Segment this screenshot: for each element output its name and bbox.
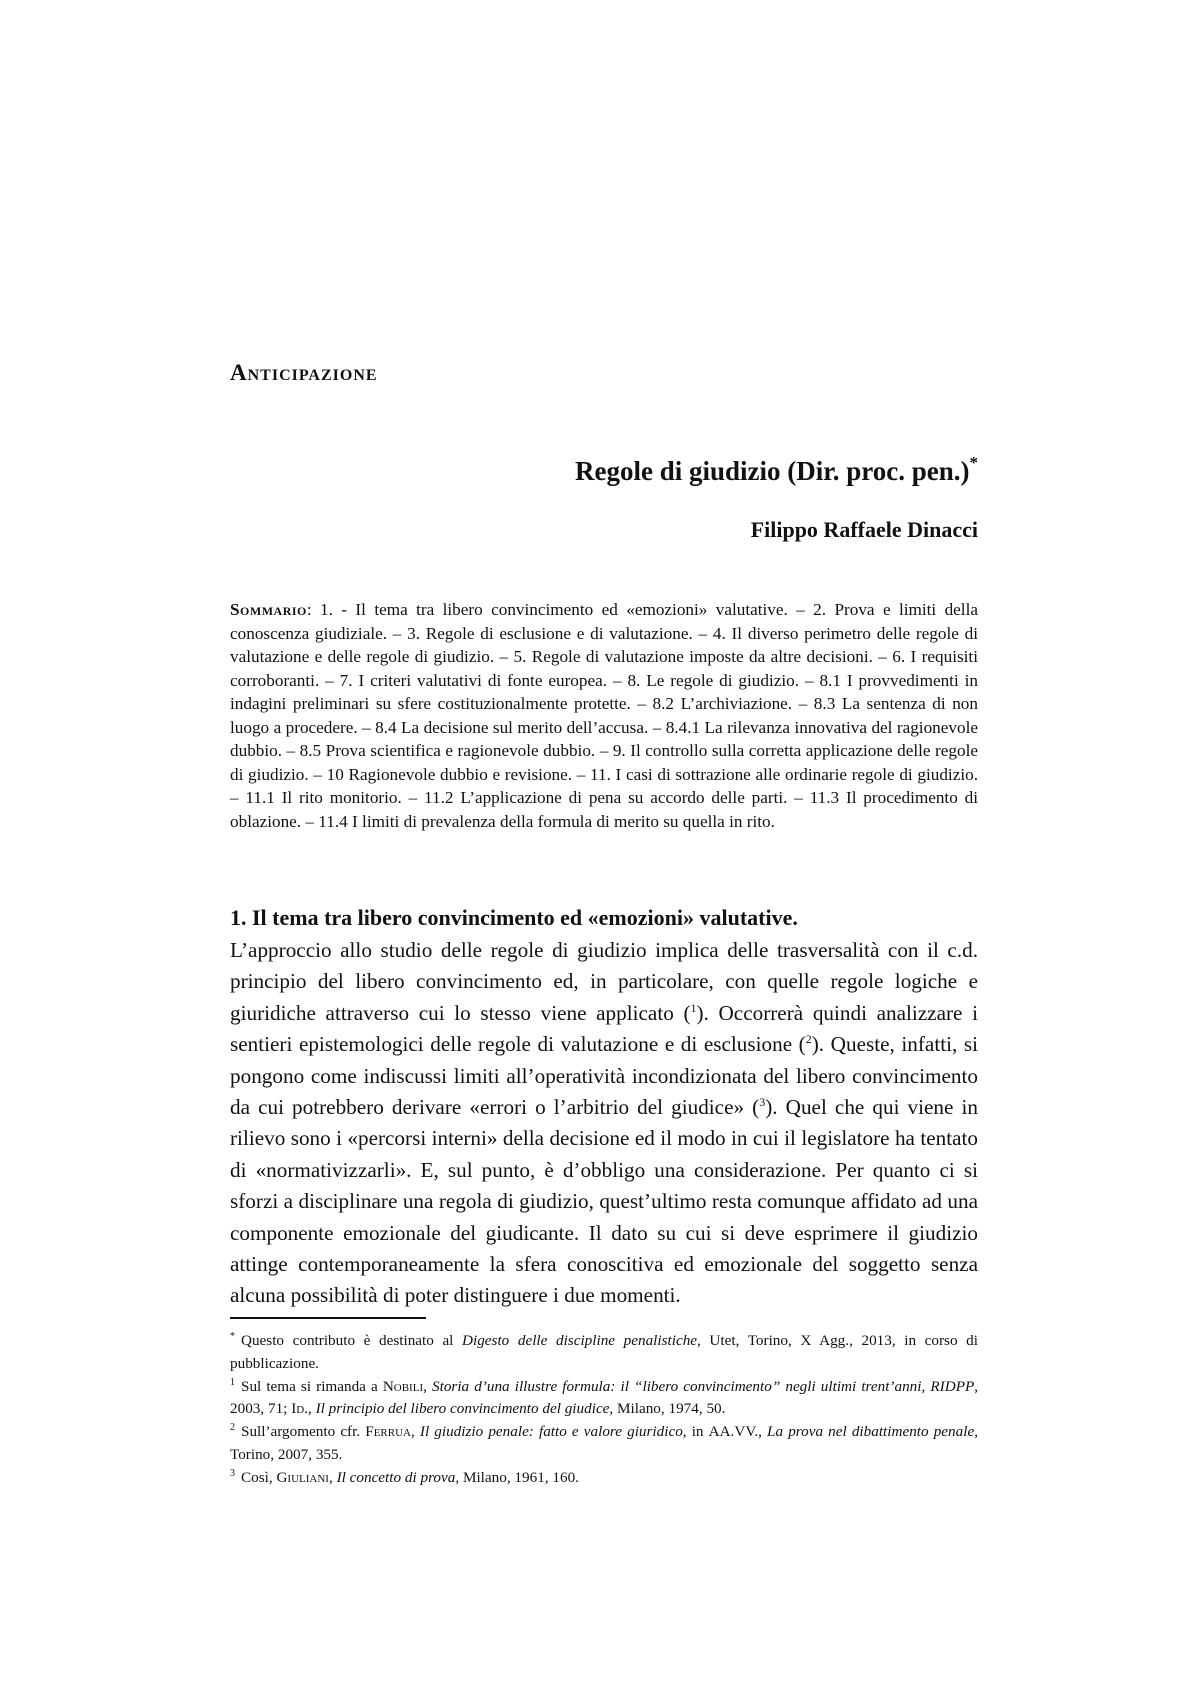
footnote-1-mark: 1 <box>230 1376 235 1388</box>
footnote-ref-1: 1 <box>690 1000 697 1015</box>
footnote-2 <box>230 1421 978 1467</box>
footnote-2-author: Ferrua <box>365 1423 411 1441</box>
footnote-2-mark: 2 <box>230 1422 235 1434</box>
footnote-2-sep: , <box>410 1423 420 1441</box>
summary-text: : 1. - Il tema tra libero convincimento ed «emozioni» valutative. – 2. Prova e limiti della conoscenza giudiziale. – 3. Regole di esclusione e di valutazione. – 4. Il diverso perimetro delle regole di valutazione e delle regole di giudizio. – 5. Regole di valutazione imposte da altre decisioni. – 6. I requisiti corroboranti. – 7. I criteri valutativi di fonte europea. – 8. Le regole di giudizio. – 8.1 I provvedimenti in indagini preliminari su sfere costituzionalmente protette. – 8.2 L’archiviazione. – 8.3 La sentenza di non luogo a procedere. – 8.4 La decisione sul merito dell’accusa. – 8.4.1 La rilevanza innovativa del ragionevole dubbio. – 8.5 Prova scientifica e ragionevole dubbio. – 9. Il controllo sulla corretta applicazione delle regole di giudizio. – 10 Ragionevole dubbio e revisione. – 11. I casi di sottrazione alle ordinarie regole di giudizio. – 11.1 Il rito monitorio. – 11.2 L’applicazione di pena su accordo delle parti. – 11.3 Il procedimento di oblazione. – 11.4 I limiti di prevalenza della formula di merito su quella in rito. <box>230 600 978 831</box>
footnote-ref-3: 3 <box>759 1094 766 1109</box>
article-title-text: Regole di giudizio (Dir. proc. pen.) <box>574 456 970 486</box>
footnote-star-work: Digesto delle discipline penalistiche <box>462 1332 698 1349</box>
footnote-1-text: Sul tema si rimanda a <box>241 1377 383 1395</box>
summary-block <box>230 598 978 833</box>
section-heading: 1. Il tema tra libero convincimento ed «emozioni» valutative. <box>230 905 798 930</box>
footnote-1-sep-3: , <box>308 1400 316 1418</box>
footnote-2-editors: AA.VV. <box>708 1423 759 1441</box>
footnote-2-ref: , Torino, 2007, 355. <box>230 1423 978 1463</box>
footnote-3-work: Il concetto di prova <box>336 1468 456 1486</box>
section-label: Anticipazione <box>230 360 378 385</box>
footnote-1-sep-2: , <box>921 1377 931 1395</box>
footnote-ref-2: 2 <box>805 1032 812 1047</box>
footnote-1-journal: RIDPP <box>930 1377 975 1395</box>
footnote-3-author: Giuliani <box>276 1468 329 1486</box>
body-text-part-2: ). Occorrerà quindi analizzare i sentieri epistemologici delle regole di valutazione e di esclusione ( <box>230 1000 978 1057</box>
footnote-3-mark: 3 <box>230 1467 235 1479</box>
summary-label: Sommario <box>230 600 307 619</box>
footnote-2-sep-2: , <box>758 1423 768 1441</box>
title-footnote-mark: * <box>969 453 978 472</box>
body-text-part-4: ). Quel che qui viene in rilievo sono i «percorsi interni» della decisione ed il modo in cui il legislatore ha tentato di «normativizzarli». E, sul punto, è d’obbligo una considerazione. Per quanto ci si sforzi a disciplinare una regola di giudizio, quest’ultimo resta comunque affidato ad una componente emozionale del giudicante. Il dato su cui si deve esprimere il giudizio attinge contemporaneamente la sfera conoscitiva ed emozionale del soggetto senza alcuna possibilità di poter distinguere i due momenti. <box>230 1095 978 1308</box>
footnote-1 <box>230 1376 978 1422</box>
footnote-3-ref: , Milano, 1961, 160. <box>455 1468 579 1486</box>
footnote-3 <box>230 1467 978 1490</box>
footnote-star-text-end: , Utet, Torino, X Agg., 2013, in corso di pubblicazione. <box>230 1332 978 1372</box>
footnote-1-author: Nobili <box>382 1377 424 1395</box>
author-name: Filippo Raffaele Dinacci <box>750 517 978 542</box>
footnote-separator <box>230 1317 426 1319</box>
footnote-1-ref-2: , Milano, 1974, 50. <box>609 1400 726 1418</box>
footnote-3-sep: , <box>328 1468 337 1486</box>
footnote-star <box>230 1330 978 1376</box>
footnote-3-text: Così, <box>241 1468 277 1486</box>
body-text-part-1: L’approccio allo studio delle regole di giudizio implica delle trasversalità con il c.d. principio del libero convincimento ed, in particolare, con quelle regole logiche e giuridiche attraverso cui lo stesso viene applicato ( <box>230 938 978 1025</box>
footnote-2-text: Sull’argomento cfr. <box>241 1423 366 1441</box>
footnote-2-in: , in <box>682 1423 709 1441</box>
footnotes <box>230 1330 978 1490</box>
footnote-2-work: Il giudizio penale: fatto e valore giuridico <box>419 1423 683 1441</box>
footnote-1-work-2: Il principio del libero convincimento del giudice <box>315 1400 610 1418</box>
article-title <box>575 455 978 487</box>
footnote-1-work: Storia d’una illustre formula: il “libero convincimento” negli ultimi trent’anni <box>432 1377 922 1395</box>
body-paragraph <box>230 935 978 1312</box>
footnote-2-volume: La prova nel dibattimento penale <box>767 1423 975 1441</box>
footnote-star-text: Questo contributo è destinato al <box>241 1332 463 1349</box>
footnote-1-ibid: Id. <box>291 1400 308 1418</box>
footnote-star-mark: * <box>230 1330 235 1342</box>
body-text-part-3: ). Queste, infatti, si pongono come indiscussi limiti all’operatività incondizionata del libero convincimento da cui potrebbero derivare «errori o l’arbitrio del giudice» ( <box>230 1032 978 1120</box>
footnote-1-ref: , 2003, 71; <box>230 1377 979 1418</box>
footnote-1-sep: , <box>423 1377 432 1395</box>
